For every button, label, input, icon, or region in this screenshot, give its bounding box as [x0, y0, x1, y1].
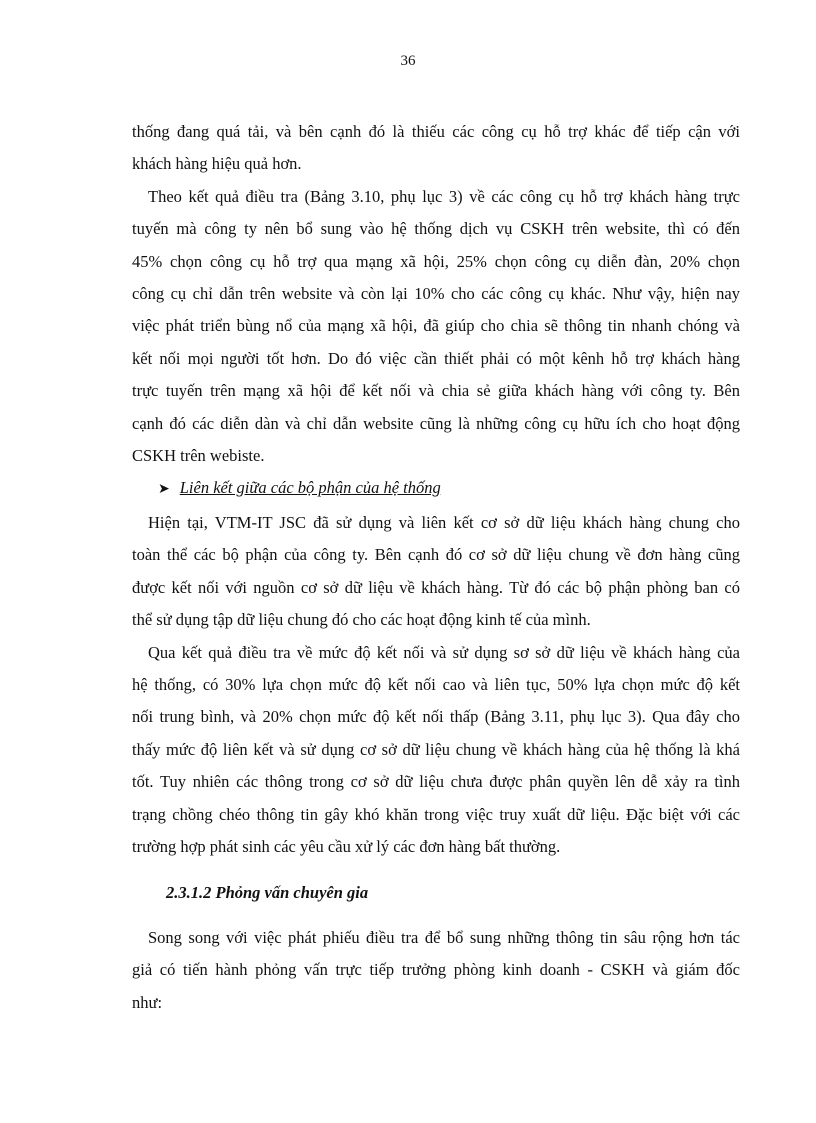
text-line: Song song với việc phát phiếu điều tra để bổ sung những thông tin sâu rộng hơn tác — [148, 927, 740, 947]
text-line: thấy mức độ liên kết và sử dụng cơ sở dữ liệu chung về khách hàng của hệ thống là khá — [132, 739, 740, 759]
text-line: nối trung bình, và 20% chọn mức độ kết nối thấp (Bảng 3.11, phụ lục 3). Qua đây cho — [132, 707, 740, 727]
paragraph-database-link — [132, 507, 740, 637]
bullet-heading-text: Liên kết giữa các bộ phận của hệ thống — [179, 478, 441, 498]
text-line: tốt. Tuy nhiên các thông trong cơ sở dữ liệu chưa được phân quyền lên dễ xảy ra tình — [132, 772, 740, 792]
paragraph-survey-tools — [132, 181, 740, 473]
text-line: công cụ chỉ dẫn trên website và còn lại 10% cho các công cụ khác. Như vậy, hiện nay — [132, 284, 740, 304]
text-line: như: — [132, 992, 163, 1012]
text-line: tuyến mà công ty nên bổ sung vào hệ thống dịch vụ CSKH trên website, thì có đến — [132, 219, 740, 239]
paragraph-connection-survey — [132, 637, 740, 864]
text-line: Theo kết quả điều tra (Bảng 3.10, phụ lục 3) về các công cụ hỗ trợ khách hàng trực — [148, 186, 740, 206]
text-line: toàn thể các bộ phận của công ty. Bên cạnh đó cơ sở dữ liệu chung về đơn hàng cũng — [132, 545, 740, 565]
text-line: giả có tiến hành phỏng vấn trực tiếp trưởng phòng kinh doanh - CSKH và giám đốc — [132, 960, 740, 980]
text-line: 45% chọn công cụ hỗ trợ qua mạng xã hội, 25% chọn công cụ diễn đàn, 20% chọn — [132, 251, 740, 271]
paragraph-expert-interview — [132, 922, 740, 1019]
text-line: thể sử dụng tập dữ liệu chung đó cho các hoạt động kinh tế của mình. — [132, 610, 591, 630]
document-body — [132, 116, 740, 1019]
text-line: trực tuyến trên mạng xã hội để kết nối và chia sẻ giữa khách hàng với công ty. Bên — [132, 381, 740, 401]
text-line: thống đang quá tải, và bên cạnh đó là thiếu các công cụ hỗ trợ khác để tiếp cận với — [132, 122, 740, 141]
text-line: kết nối mọi người tốt hơn. Do đó việc cần thiết phải có một kênh hỗ trợ khách hàng — [132, 348, 740, 368]
bullet-heading — [132, 472, 740, 506]
text-line: Hiện tại, VTM-IT JSC đã sử dụng và liên kết cơ sở dữ liệu khách hàng chung cho — [148, 512, 740, 532]
text-line: CSKH trên webiste. — [132, 446, 265, 466]
arrowhead-bullet-icon: ➤ — [158, 482, 170, 498]
text-line: Qua kết quả điều tra về mức độ kết nối và sử dụng sơ sở dữ liệu về khách hàng của — [148, 642, 740, 662]
text-line: khách hàng hiệu quả hơn. — [132, 154, 302, 174]
page-number: 36 — [400, 53, 416, 69]
text-line: hệ thống, có 30% lựa chọn mức độ kết nối cao và liên tục, 50% lựa chọn mức độ kết — [132, 674, 740, 694]
text-line: việc phát triển bùng nổ của mạng xã hội, đã giúp cho chia sẽ thông tin nhanh chóng và — [132, 316, 740, 336]
text-line: được kết nối với nguồn cơ sở dữ liệu về khách hàng. Từ đó các bộ phận phòng ban có — [132, 577, 740, 597]
section-subheading: 2.3.1.2 Phỏng vấn chuyên gia — [166, 883, 369, 903]
text-line: trường hợp phát sinh các yêu cầu xử lý các đơn hàng bất thường. — [132, 836, 561, 856]
text-line: cạnh đó các diễn dàn và chỉ dẫn website cũng là những công cụ hữu ích cho hoạt động — [132, 413, 740, 433]
paragraph-continuation — [132, 116, 740, 181]
text-line: trạng chồng chéo thông tin gây khó khăn trong việc truy xuất dữ liệu. Đặc biệt với các — [132, 804, 740, 824]
